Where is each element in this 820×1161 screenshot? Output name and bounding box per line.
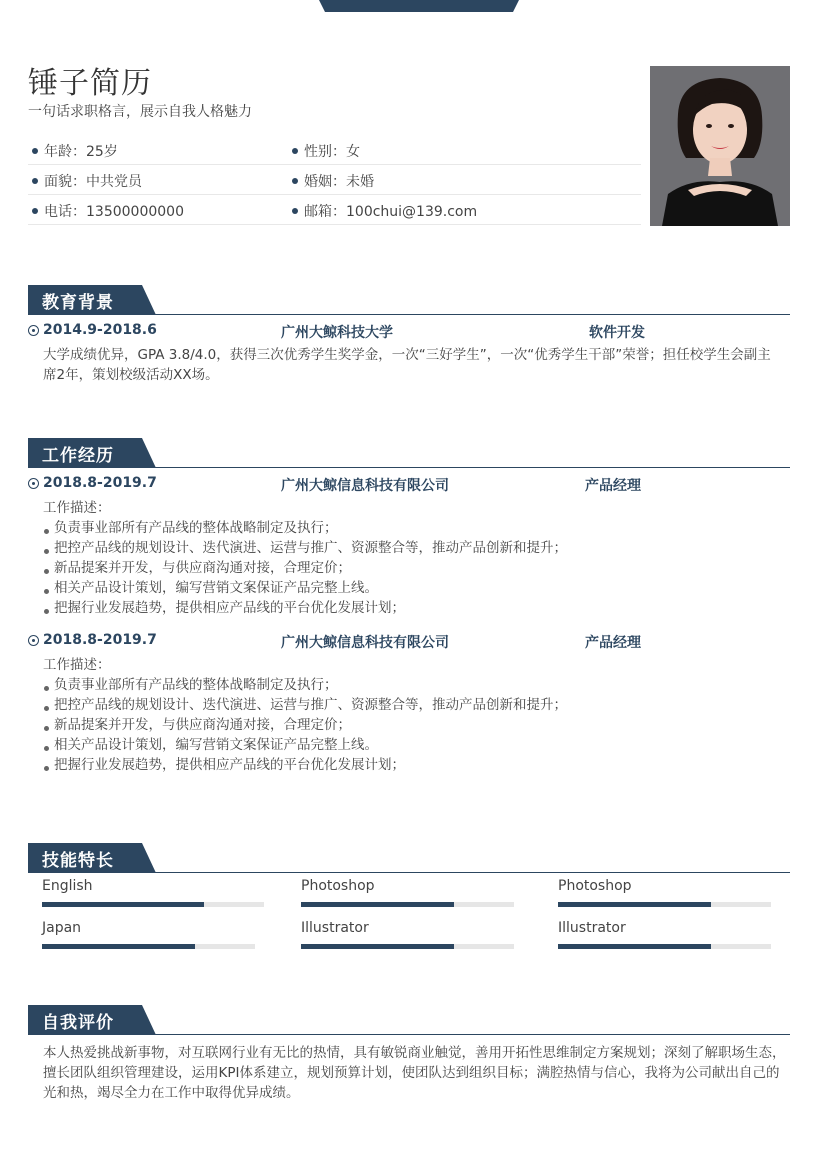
list-item: 把控产品线的规划设计、迭代演进、运营与推广、资源整合等，推动产品创新和提升；	[43, 695, 773, 715]
skill-bar-fill	[301, 944, 454, 949]
skill-item	[558, 878, 771, 907]
section-self-eval-header	[28, 1005, 790, 1035]
skill-bar-track	[301, 944, 514, 949]
section-tab	[28, 1005, 142, 1035]
education-school: 广州大鲸科技大学	[281, 325, 393, 341]
skill-name: English	[42, 878, 93, 894]
skill-name: Photoshop	[301, 878, 375, 894]
skill-name: Illustrator	[301, 920, 369, 936]
skill-bar-fill	[558, 902, 711, 907]
section-tab	[28, 843, 142, 873]
top-accent-bar	[319, 0, 519, 12]
info-age: 年龄：25岁	[28, 141, 118, 161]
skill-item	[558, 920, 771, 949]
list-item: 把控产品线的规划设计、迭代演进、运营与推广、资源整合等，推动产品创新和提升；	[43, 538, 773, 558]
list-item: 相关产品设计策划，编写营销文案保证产品完整上线。	[43, 735, 773, 755]
info-row-1	[28, 136, 641, 165]
skill-bar-track	[558, 902, 771, 907]
info-phone: 电话：13500000000	[28, 201, 184, 221]
skill-name: Japan	[42, 920, 82, 936]
section-tab	[28, 285, 142, 315]
section-education-header	[28, 285, 790, 315]
profile-photo	[650, 66, 790, 226]
bullet-dot-icon	[32, 148, 38, 154]
section-title: 工作经历	[42, 446, 114, 466]
list-item: 把握行业发展趋势，提供相应产品线的平台优化发展计划；	[43, 598, 773, 618]
self-evaluation-text: 本人热爱挑战新事物，对互联网行业有无比的热情，具有敏锐商业触觉，善用开拓性思维制定方案规划；深刻了解职场生态，擅长团队组织管理建设，运用KPI体系建立，规划预算计划，使团队达到组织目标；满腔热情与信心，我将为公司献出自己的光和热，竭尽全力在工作中取得优异成绩。	[43, 1045, 786, 1101]
list-item: 负责事业部所有产品线的整体战略制定及执行；	[43, 518, 773, 538]
skill-item	[42, 920, 255, 949]
skill-name: Illustrator	[558, 920, 626, 936]
list-item: 相关产品设计策划，编写营销文案保证产品完整上线。	[43, 578, 773, 598]
skill-bar-track	[558, 944, 771, 949]
target-icon	[28, 635, 39, 646]
skill-item	[301, 878, 514, 907]
bullet-dot-icon	[292, 208, 298, 214]
work-date: 2018.8-2019.7	[43, 475, 157, 491]
skill-bar-fill	[558, 944, 711, 949]
skill-bar-track	[42, 902, 264, 907]
skill-item	[42, 878, 264, 907]
section-title: 技能特长	[42, 851, 114, 871]
work-date: 2018.8-2019.7	[43, 632, 157, 648]
bullet-dot-icon	[32, 178, 38, 184]
section-title: 教育背景	[42, 293, 114, 313]
portrait-image	[650, 66, 790, 226]
list-item: 新品提案并开发，与供应商沟通对接，合理定价；	[43, 558, 773, 578]
work-role: 产品经理	[585, 635, 641, 651]
target-icon	[28, 325, 39, 336]
info-row-3	[28, 196, 641, 225]
info-marital: 婚姻：未婚	[288, 171, 374, 191]
bullet-dot-icon	[32, 208, 38, 214]
work-duties-list	[43, 518, 773, 618]
list-item: 新品提案并开发，与供应商沟通对接，合理定价；	[43, 715, 773, 735]
bullet-dot-icon	[292, 148, 298, 154]
skill-bar-track	[301, 902, 514, 907]
work-duties-list	[43, 675, 773, 775]
skill-item	[301, 920, 514, 949]
resume-motto: 一句话求职格言，展示自我人格魅力	[28, 104, 252, 120]
education-description: 大学成绩优异，GPA 3.8/4.0，获得三次优秀学生奖学金，一次“三好学生”，一次“优秀学生干部”荣誉；担任校学生会副主席2年，策划校级活动XX场。	[43, 347, 771, 383]
skill-bar-fill	[301, 902, 454, 907]
work-company: 广州大鲸信息科技有限公司	[281, 478, 449, 494]
list-item: 负责事业部所有产品线的整体战略制定及执行；	[43, 675, 773, 695]
work-desc-label: 工作描述：	[43, 500, 111, 516]
info-email: 邮箱：100chui@139.com	[288, 201, 477, 221]
section-tab	[28, 438, 142, 468]
bullet-dot-icon	[292, 178, 298, 184]
section-skills-header	[28, 843, 790, 873]
skill-bar-fill	[42, 944, 195, 949]
work-company: 广州大鲸信息科技有限公司	[281, 635, 449, 651]
info-gender: 性别：女	[288, 141, 360, 161]
target-icon	[28, 478, 39, 489]
education-date: 2014.9-2018.6	[43, 322, 157, 338]
skill-bar-fill	[42, 902, 204, 907]
list-item: 把握行业发展趋势，提供相应产品线的平台优化发展计划；	[43, 755, 773, 775]
info-politics: 面貌：中共党员	[28, 171, 142, 191]
section-work-header	[28, 438, 790, 468]
education-major: 软件开发	[589, 325, 645, 341]
resume-name: 锤子简历	[28, 66, 152, 101]
skill-name: Photoshop	[558, 878, 632, 894]
section-title: 自我评价	[42, 1013, 114, 1033]
info-row-2	[28, 166, 641, 195]
work-desc-label: 工作描述：	[43, 657, 111, 673]
skill-bar-track	[42, 944, 255, 949]
work-role: 产品经理	[585, 478, 641, 494]
